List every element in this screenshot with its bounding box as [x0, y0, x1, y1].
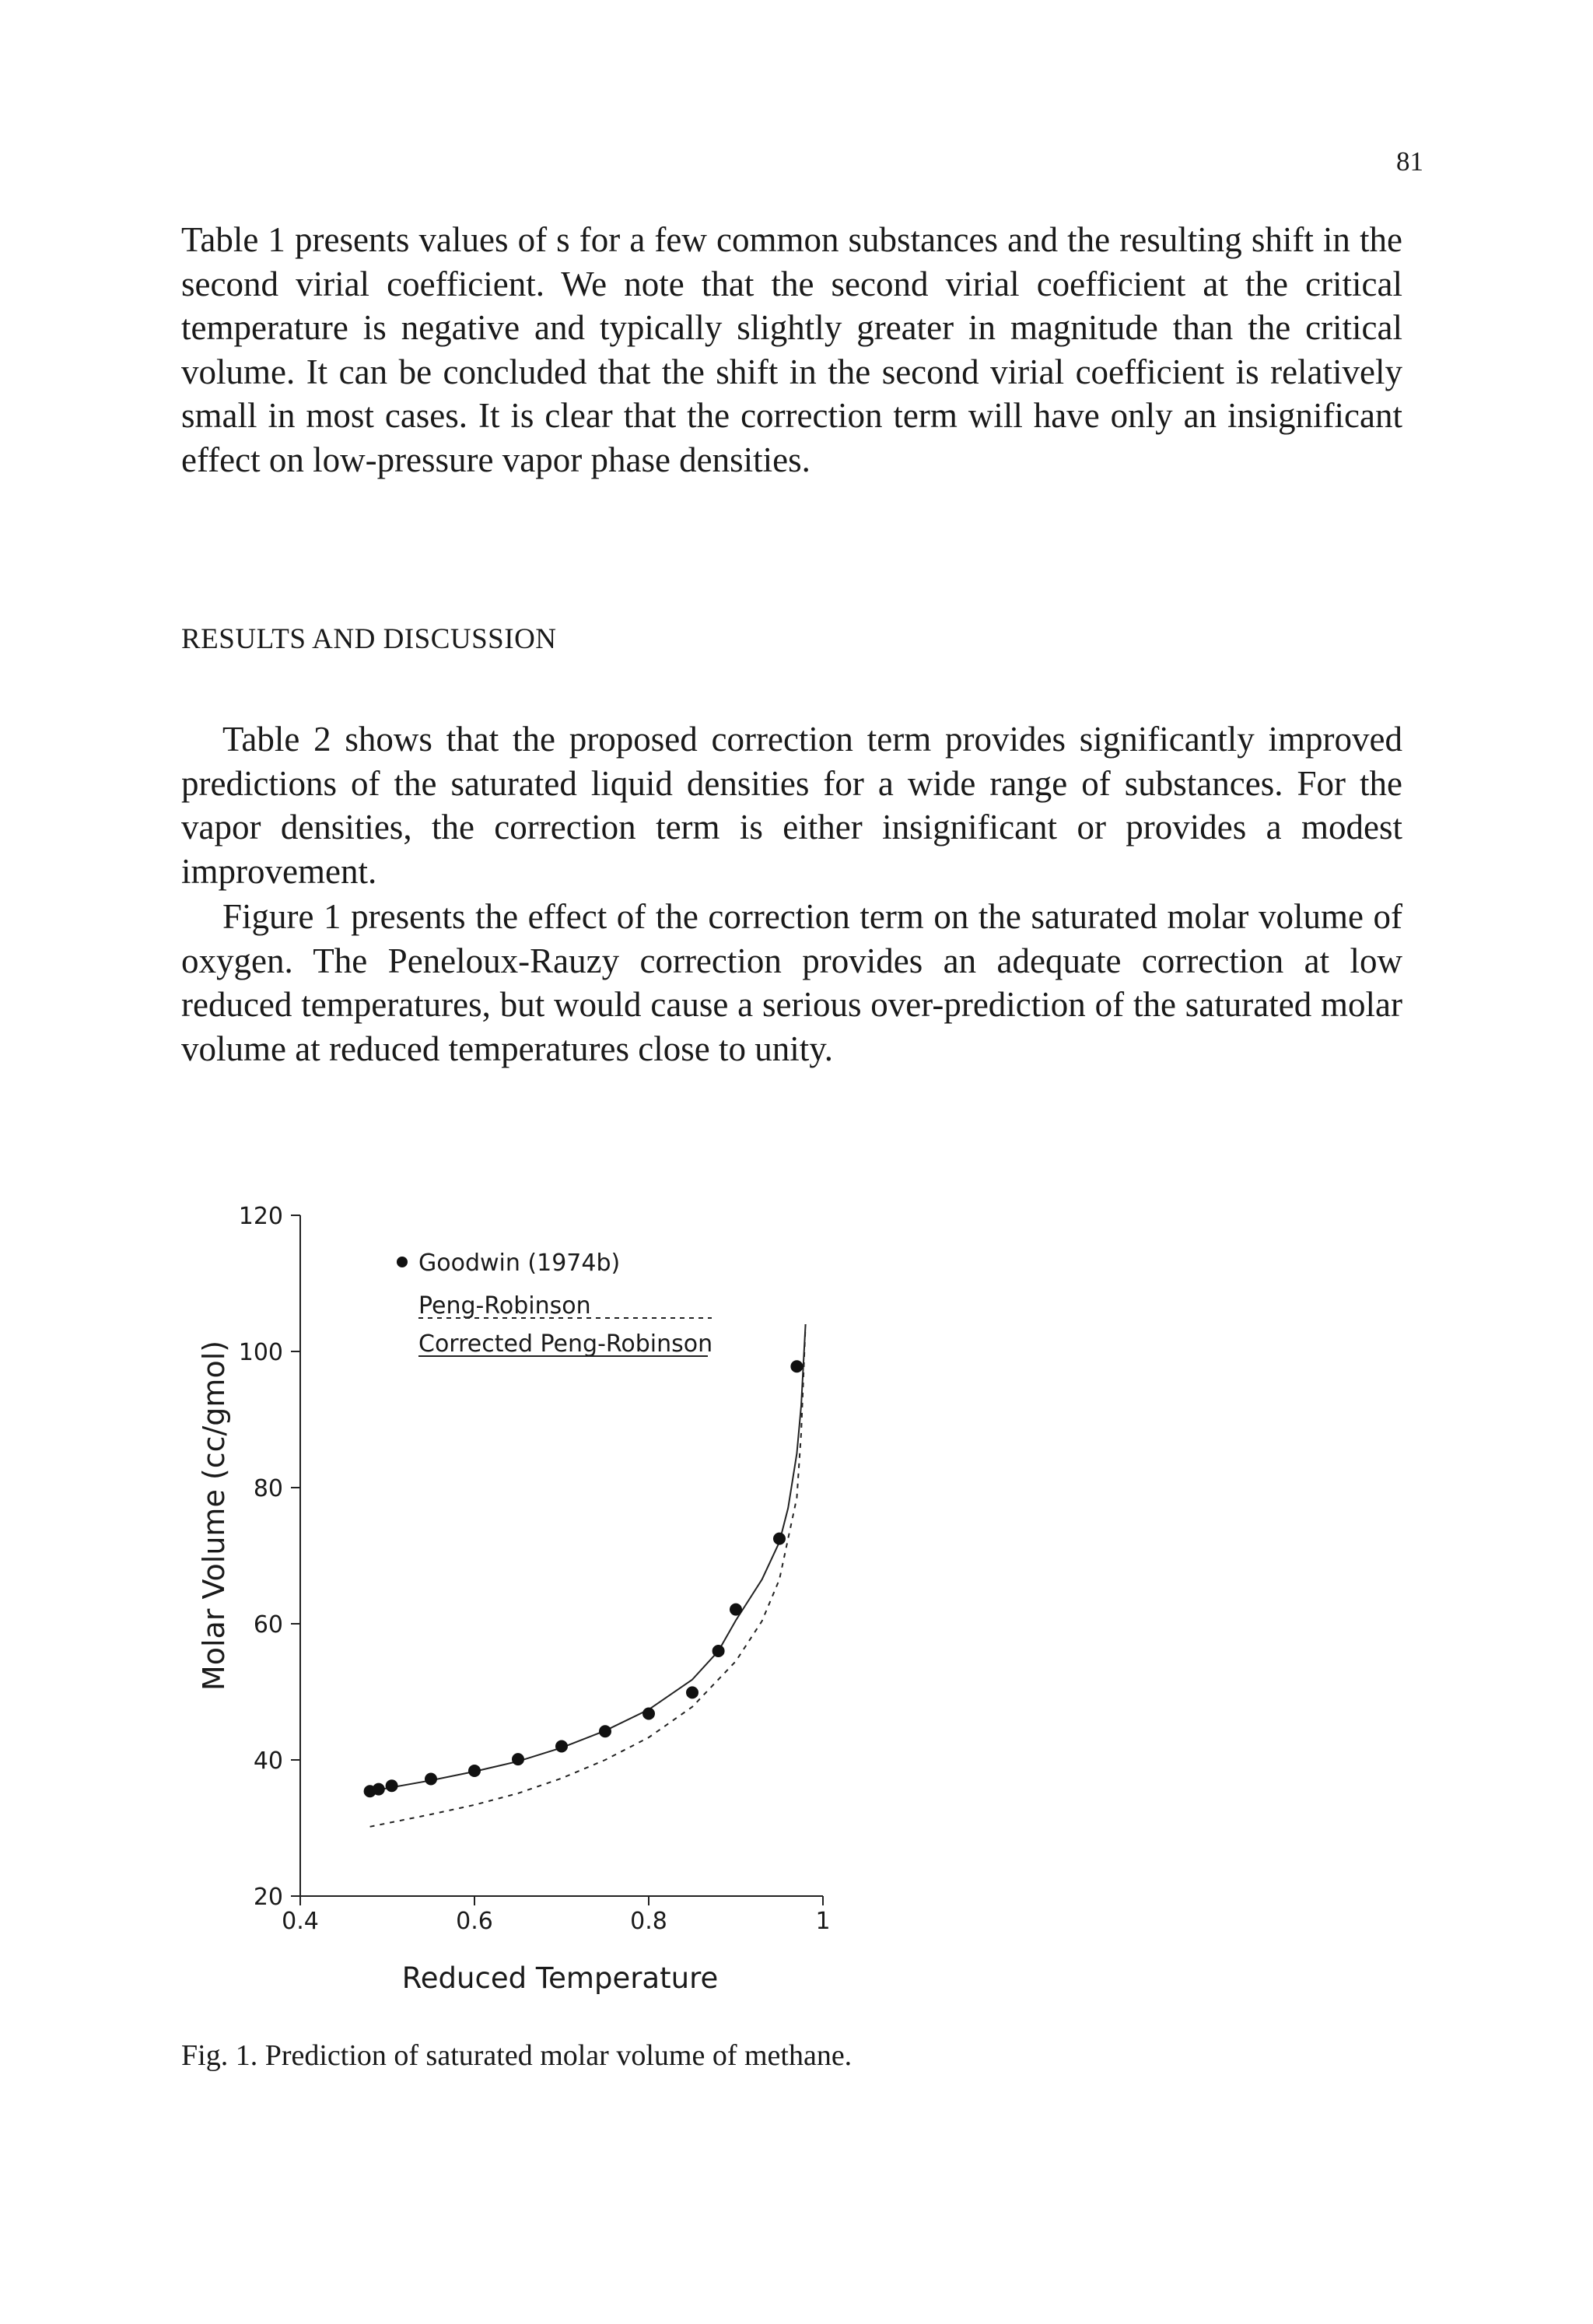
y-axis-label: Molar Volume (cc/gmol): [197, 1340, 231, 1691]
paragraph-table-2: Table 2 shows that the proposed correction term provides significantly improved predictions of the saturated liquid densities for a wide range of substances. For the vapor densities, the correction term is either insignificant or provides a modest improvement.: [181, 720, 1402, 891]
data-point: [642, 1708, 655, 1720]
x-tick-label: 0.4: [282, 1908, 319, 1935]
y-tick-label: 100: [238, 1339, 283, 1366]
data-point: [712, 1645, 725, 1657]
data-point: [730, 1604, 742, 1616]
legend-label-goodwin: Goodwin (1974b): [418, 1250, 621, 1277]
data-point: [373, 1783, 385, 1796]
corrected-peng-robinson-line: [370, 1324, 806, 1791]
data-point: [790, 1360, 803, 1372]
data-point: [386, 1779, 398, 1792]
y-tick-label: 120: [238, 1203, 283, 1230]
legend-label-corrected-peng-robinson: Corrected Peng-Robinson: [418, 1330, 713, 1358]
x-tick-label: 0.6: [456, 1908, 493, 1935]
x-tick-label: 0.8: [630, 1908, 667, 1935]
data-point: [555, 1740, 568, 1753]
data-point: [512, 1753, 524, 1765]
chart-axes: [300, 1215, 823, 1896]
y-tick-label: 20: [253, 1884, 283, 1911]
x-tick-label: 1: [815, 1908, 831, 1935]
paragraph-table-1: Table 1 presents values of s for a few common substances and the resulting shift in the second virial coefficient. We note that the second virial coefficient at the critical temperature is negative and typically slightly greater in magnitude than the critical volume. It can be concluded that the shift in the second virial coefficient is relatively small in most cases. It is clear that the correction term will have only an insignificant effect on low-pressure vapor phase densities.: [181, 220, 1402, 479]
chart-legend: [397, 1250, 712, 1358]
chart-lines: [370, 1324, 806, 1827]
y-tick-label: 60: [253, 1611, 283, 1639]
chart-ticks: [239, 1203, 831, 1935]
section-heading: RESULTS AND DISCUSSION: [181, 623, 557, 655]
x-axis-label: Reduced Temperature: [401, 1961, 719, 1995]
peng-robinson-line: [370, 1324, 806, 1827]
data-point: [364, 1785, 376, 1797]
data-point: [599, 1725, 611, 1737]
figure-caption: Fig. 1. Prediction of saturated molar volume of methane.: [181, 2039, 853, 2072]
data-point: [425, 1773, 437, 1786]
data-point: [686, 1686, 698, 1698]
data-point: [468, 1765, 481, 1777]
legend-label-peng-robinson: Peng-Robinson: [418, 1292, 591, 1320]
paragraph-figure-1: Figure 1 presents the effect of the correction term on the saturated molar volume of oxygen. The Peneloux-Rauzy correction provides an adequate correction at low reduced temperatures, but would cause a serious over-prediction of the saturated molar volume at reduced temperatures close to unity.: [181, 897, 1402, 1068]
chart-points: [364, 1360, 804, 1797]
page-number: 81: [1396, 146, 1423, 177]
legend-marker-goodwin: [397, 1257, 408, 1267]
data-point: [773, 1533, 786, 1545]
y-tick-label: 80: [253, 1475, 283, 1502]
y-tick-label: 40: [253, 1747, 283, 1775]
